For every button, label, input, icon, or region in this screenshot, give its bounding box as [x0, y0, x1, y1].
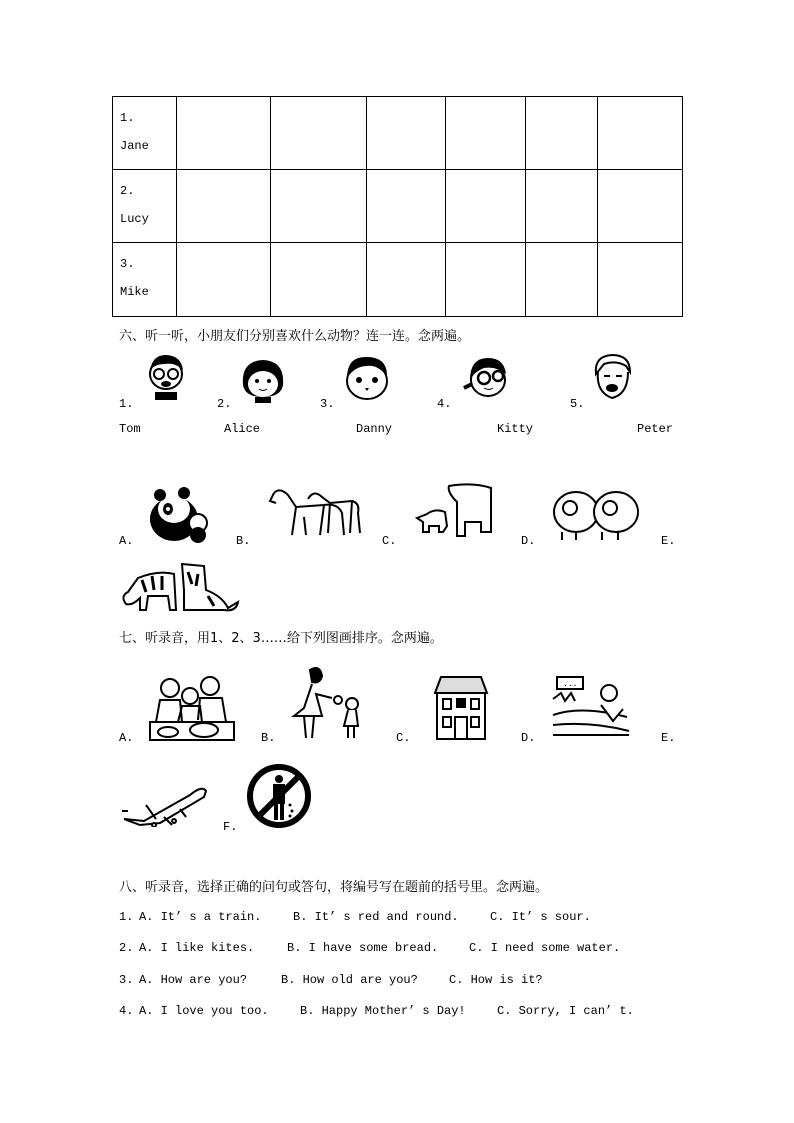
question-row [119, 1004, 634, 1018]
option-c[interactable]: C. Sorry, I can’ t. [497, 1004, 634, 1018]
option-letter: C. [382, 534, 397, 548]
kid-name: Kitty [497, 422, 534, 436]
question-number: 2. [119, 941, 134, 955]
option-a[interactable]: A. I love you too. [139, 1004, 269, 1018]
row-name: Jane [120, 139, 149, 153]
question-row [119, 941, 621, 955]
kid-number: 4. [437, 397, 452, 411]
option-b[interactable]: B. I have some bread. [287, 941, 439, 955]
boy-face-icon [145, 352, 187, 404]
answer-cell[interactable] [367, 170, 446, 243]
panda-icon [146, 487, 210, 543]
option-letter: B. [261, 731, 276, 745]
option-b[interactable]: B. Happy Mother’ s Day! [300, 1004, 466, 1018]
option-c[interactable]: C. How is it? [449, 973, 543, 987]
sheep-icon [548, 486, 644, 544]
kid-number: 2. [217, 397, 232, 411]
section7-heading: 七、听录音，用1、2、3……给下列图画排序。念两遍。 [119, 631, 443, 646]
answer-cell[interactable] [526, 243, 598, 317]
row-number: 3. [120, 257, 135, 271]
answer-cell[interactable] [598, 170, 683, 243]
option-letter: B. [236, 534, 251, 548]
option-letter: C. [396, 731, 411, 745]
no-littering-icon [244, 761, 314, 831]
girl-glasses-face-icon [462, 354, 514, 404]
park-scene-icon [551, 675, 631, 743]
question-number: 4. [119, 1004, 134, 1018]
boy-face-icon [341, 354, 393, 404]
girl-face-icon [237, 357, 289, 405]
question-row [119, 973, 543, 987]
answer-table [112, 96, 683, 317]
answer-cell[interactable] [271, 170, 367, 243]
elephant-icon [413, 482, 499, 540]
table-row [113, 243, 683, 317]
kid-number: 3. [320, 397, 335, 411]
house-icon [431, 673, 491, 743]
family-dinner-icon [148, 672, 236, 742]
row-name: Mike [120, 285, 149, 299]
option-letter: D. [521, 534, 536, 548]
question-number: 3. [119, 973, 134, 987]
kid-number: 1. [119, 397, 134, 411]
answer-cell[interactable] [271, 97, 367, 170]
tiger-icon [118, 560, 244, 616]
option-letter: A. [119, 534, 134, 548]
kid-name: Peter [637, 422, 674, 436]
option-a[interactable]: A. How are you? [139, 973, 248, 987]
answer-cell[interactable] [177, 170, 271, 243]
answer-cell[interactable] [598, 243, 683, 317]
answer-cell[interactable] [367, 243, 446, 317]
answer-cell[interactable] [598, 97, 683, 170]
table-row [113, 170, 683, 243]
kid-name: Tom [119, 422, 141, 436]
kid-number: 5. [570, 397, 585, 411]
table-row [113, 97, 683, 170]
answer-cell[interactable] [526, 97, 598, 170]
question-number: 1. [119, 910, 134, 924]
answer-cell[interactable] [446, 97, 526, 170]
answer-cell[interactable] [526, 170, 598, 243]
kid-name: Danny [356, 422, 393, 436]
airplane-icon [120, 781, 210, 827]
option-letter: F. [223, 820, 238, 834]
horse-icon [254, 483, 364, 541]
row-number: 2. [120, 184, 135, 198]
answer-cell[interactable] [446, 243, 526, 317]
option-letter: E. [661, 534, 676, 548]
answer-cell[interactable] [446, 170, 526, 243]
option-b[interactable]: B. How old are you? [281, 973, 418, 987]
option-a[interactable]: A. I like kites. [139, 941, 255, 955]
option-a[interactable]: A. It’ s a train. [139, 910, 262, 924]
option-c[interactable]: C. It’ s sour. [490, 910, 591, 924]
answer-cell[interactable] [271, 243, 367, 317]
mother-child-icon [290, 664, 366, 742]
option-c[interactable]: C. I need some water. [469, 941, 621, 955]
answer-cell[interactable] [367, 97, 446, 170]
boy-face-icon [590, 352, 636, 406]
kid-name: Alice [224, 422, 261, 436]
question-row [119, 910, 591, 924]
section8-heading: 八、听录音，选择正确的问句或答句，将编号写在题前的括号里。念两遍。 [119, 880, 549, 895]
answer-cell[interactable] [177, 97, 271, 170]
option-letter: A. [119, 731, 134, 745]
row-name: Lucy [120, 212, 149, 226]
section6-heading: 六、听一听，小朋友们分别喜欢什么动物？连一连。念两遍。 [119, 329, 471, 344]
option-letter: E. [661, 731, 676, 745]
row-number: 1. [120, 111, 135, 125]
option-b[interactable]: B. It’ s red and round. [293, 910, 459, 924]
answer-cell[interactable] [177, 243, 271, 317]
svg-text:...: ... [563, 679, 578, 688]
option-letter: D. [521, 731, 536, 745]
